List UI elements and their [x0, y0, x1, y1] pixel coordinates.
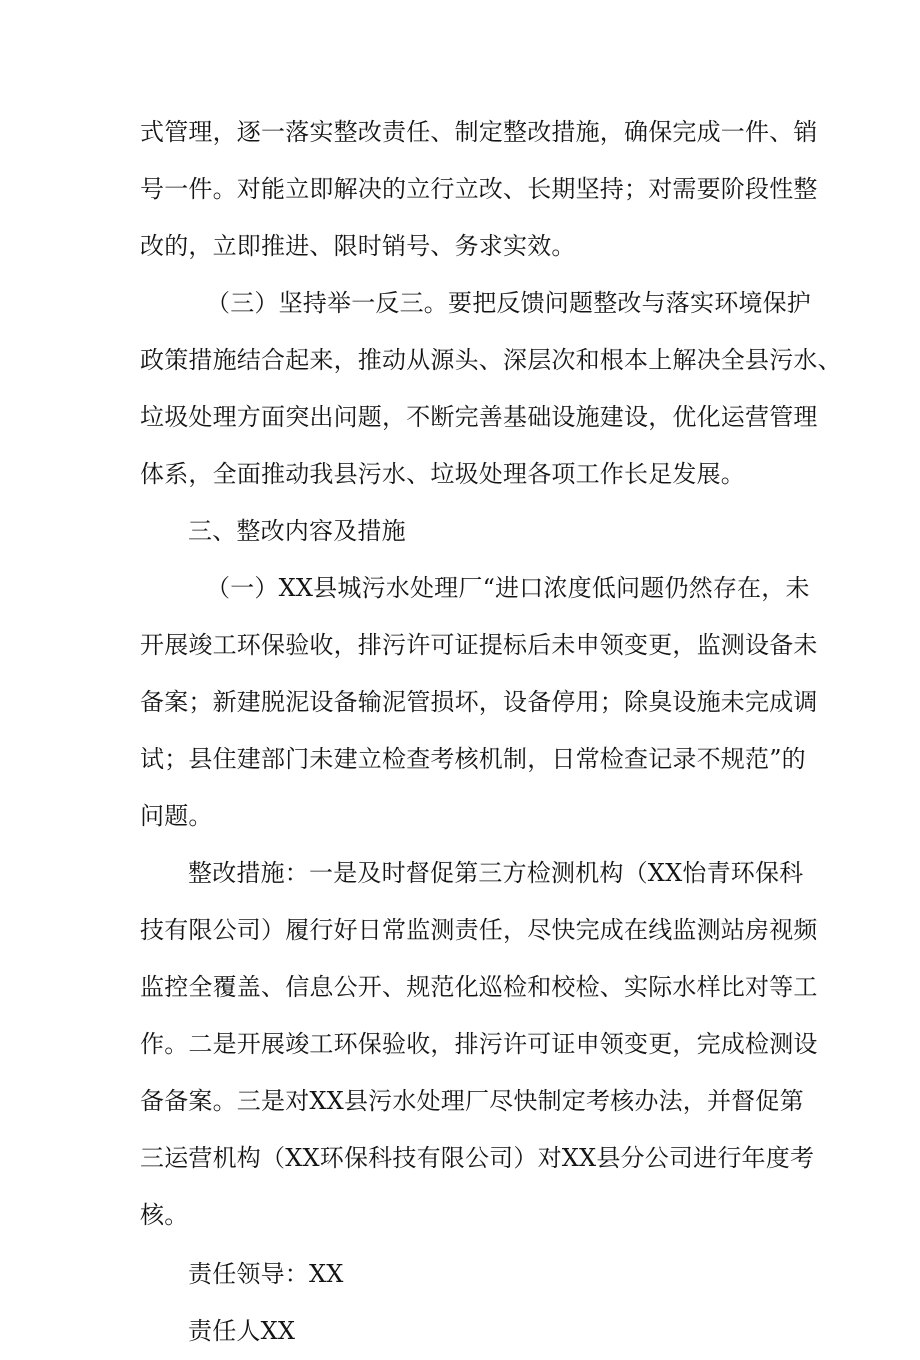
text-line: 监控全覆盖、信息公开、规范化巡检和校检、实际水样比对等工	[140, 973, 818, 1001]
text-line: 三运营机构（XX环保科技有限公司）对XX县分公司进行年度考	[140, 1144, 815, 1172]
paragraph-item-one	[140, 560, 818, 845]
section-heading	[140, 503, 785, 560]
text-line: 备案；新建脱泥设备输泥管损坏，设备停用；除臭设施未完成调	[140, 688, 818, 716]
responsible-leader: 责任领导：XX	[188, 1260, 344, 1288]
text-line: （一）XX县城污水处理厂“进口浓度低问题仍然存在，未	[206, 574, 810, 602]
text-line: 试；县住建部门未建立检查考核机制，日常检查记录不规范”的	[140, 745, 806, 773]
document-body	[140, 104, 842, 1360]
text-line: 体系，全面推动我县污水、垃圾处理各项工作长足发展。	[140, 460, 745, 488]
text-line: 开展竣工环保验收，排污许可证提标后未申领变更，监测设备未	[140, 631, 818, 659]
text-line: 核。	[140, 1201, 189, 1229]
text-line: 整改措施：一是及时督促第三方检测机构（XX怡青环保科	[188, 859, 804, 887]
text-line: 政策措施结合起来，推动从源头、深层次和根本上解决全县污水、	[140, 346, 842, 374]
text-line: 技有限公司）履行好日常监测责任，尽快完成在线监测站房视频	[140, 916, 818, 944]
text-line: 改的，立即推进、限时销号、务求实效。	[140, 232, 576, 260]
text-line: 号一件。对能立即解决的立行立改、长期坚持；对需要阶段性整	[140, 175, 818, 203]
text-line: （三）坚持举一反三。要把反馈问题整改与落实环境保护	[206, 289, 811, 317]
paragraph-point-three	[140, 275, 842, 503]
paragraph-measures	[140, 845, 818, 1244]
heading-text: 三、整改内容及措施	[188, 517, 406, 545]
responsible-person: 责任人XX	[188, 1317, 296, 1345]
text-line: 式管理，逐一落实整改责任、制定整改措施，确保完成一件、销	[140, 118, 818, 146]
paragraph-continuation	[140, 104, 818, 275]
text-line: 作。二是开展竣工环保验收，排污许可证申领变更，完成检测设	[140, 1030, 818, 1058]
text-line: 备备案。三是对XX县污水处理厂尽快制定考核办法，并督促第	[140, 1087, 804, 1115]
text-line: 问题。	[140, 802, 213, 830]
text-line: 垃圾处理方面突出问题，不断完善基础设施建设，优化运营管理	[140, 403, 818, 431]
